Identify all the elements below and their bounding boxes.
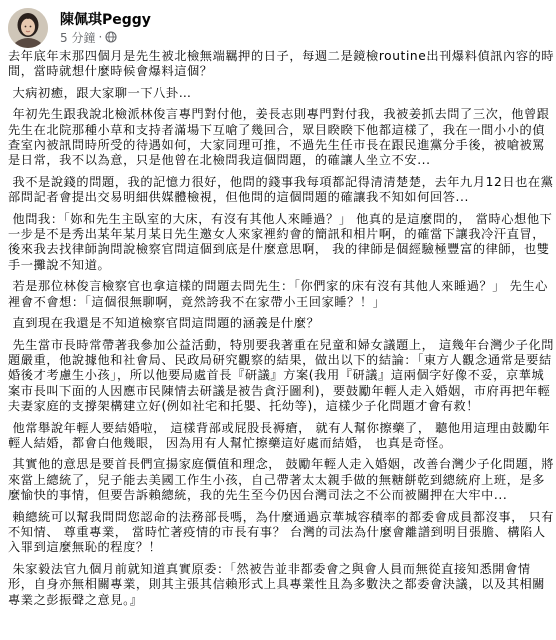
- post-paragraph: 朱家毅法官九個月前就知道真實原委：「然被告並非都委會之與會人員而無從直接知悉開會情形，自身亦無相關專業，則其主張其信賴形式上具專業性且為多數決之都委會決議，以及其相關專業之彭振聲之意見。』: [8, 561, 546, 607]
- post-meta: [60, 29, 117, 45]
- meta-separator: ·: [98, 30, 103, 44]
- avatar[interactable]: [8, 8, 48, 48]
- post-paragraph: 他問我：「妳和先生主臥室的大床，有沒有其他人來睡過？」 他真的是這麼問的， 當時心想他下一步是不是秀出某年某月某日先生邀女人來家裡約會的簡訊和相片啊，的確當下讓我冷汗直冒，後來我去找律師詢問說檢察官問這個到底是什麼意思啊， 我的律師是個經驗極豐富的律師，也雙手一攤說不知道。: [8, 211, 553, 272]
- post-paragraph: 先生當市長時常帶著我參加公益活動，特別要我著重在兒童和婦女議題上， 這幾年台灣少子化問題嚴重，他說據他和社會局、民政局研究觀察的結果，做出以下的結論：「東方人觀念通常是要結婚後才考慮生小孩」，所以他要局處首長『研議』方案(我用『研議』這兩個字好像不妥，京華城案市長叫下面的人因應市民陳情去研議是被告貪汙圖利)，要鼓勵年輕人走入婚姻，市府再把年輕夫妻家庭的支撐架構建立好(例如社宅和托嬰、托幼等)，這樣少子化問題才會有救！: [8, 337, 555, 414]
- post-paragraph: 大病初癒，跟大家聊一下八卦…: [8, 85, 192, 100]
- post-paragraph: 賴總統可以幫我問問您認命的法務部長嗎，為什麼通過京華城容積率的都委會成員都沒事， 只有不知情、 尊重專業， 當時忙著疫情的市長有事？ 台灣的司法為什麼會離譜到明目張膽、構陷人入罪到這麼無恥的程度？！: [8, 509, 555, 555]
- post-paragraph: 若是那位林俊言檢察官也拿這樣的問題去問先生：「你們家的床有沒有其他人來睡過？」 先生心裡會不會想：「這個很無聊啊，竟然誇我不在家帶小王回家睡？！」: [8, 279, 548, 309]
- author-name[interactable]: 陳佩琪Peggy: [60, 12, 151, 28]
- post-paragraph: 他常舉說年輕人要結婚啦， 這樣背部或屁股長褥瘡， 就有人幫你擦藥了， 聽他用這理由鼓勵年輕人結婚，都會白他幾眼， 因為用有人幫忙擦藥這好處而結婚， 也真是奇怪。: [8, 420, 551, 450]
- avatar-image: [8, 8, 48, 48]
- post-paragraph: 去年底年末那四個月是先生被北檢無端羈押的日子，每週二是鏡檢routine出刊爆料偵訊內容的時間，當時就想什麼時候會爆料這個？: [8, 49, 555, 79]
- globe-icon[interactable]: [105, 31, 117, 43]
- timestamp[interactable]: 5 分鐘: [60, 30, 96, 45]
- post-body: [8, 49, 556, 614]
- post-header: [8, 8, 548, 48]
- post-paragraph: 直到現在我還是不知道檢察官問這問題的涵義是什麼？: [8, 316, 320, 331]
- post-paragraph: 年初先生跟我說北檢派林俊言專門對付他，姜長志則專門對付我，我被姜抓去問了三次，他曾跟先生在北院那種小草和支持者滿場下互嗆了幾回合，眾目睽睽下他都這樣了，我在一間小小的偵查室內被訊問時所受的待遇如何，大家同理可推，不過先生任市長在跟民進黨分手後，被嗆被罵是日常，我不以為意，只是他曾在北檢問我這個問題，的確讓人坐立不安...: [8, 107, 550, 168]
- post-paragraph: 其實他的意思是要首長們宣揚家庭價值和理念， 鼓勵年輕人走入婚姻，改善台灣少子化問題，將來當上總統了，兒子能去美國工作生小孩，自己帶著太太親手做的無糖餅乾到總統府上班，是多麼愉快的事情，但要告訴賴總統，我的先生至今仍因台灣司法之不公而被關押在大牢中...: [8, 457, 555, 503]
- post-paragraph: 我不是說錢的問題，我的記憶力很好，他問的錢事我每項都記得清清楚楚，去年九月12日也在黨部問記者會提出交易明細供媒體檢視，但他問的這個問題的確讓我不知如何回答...: [8, 174, 554, 205]
